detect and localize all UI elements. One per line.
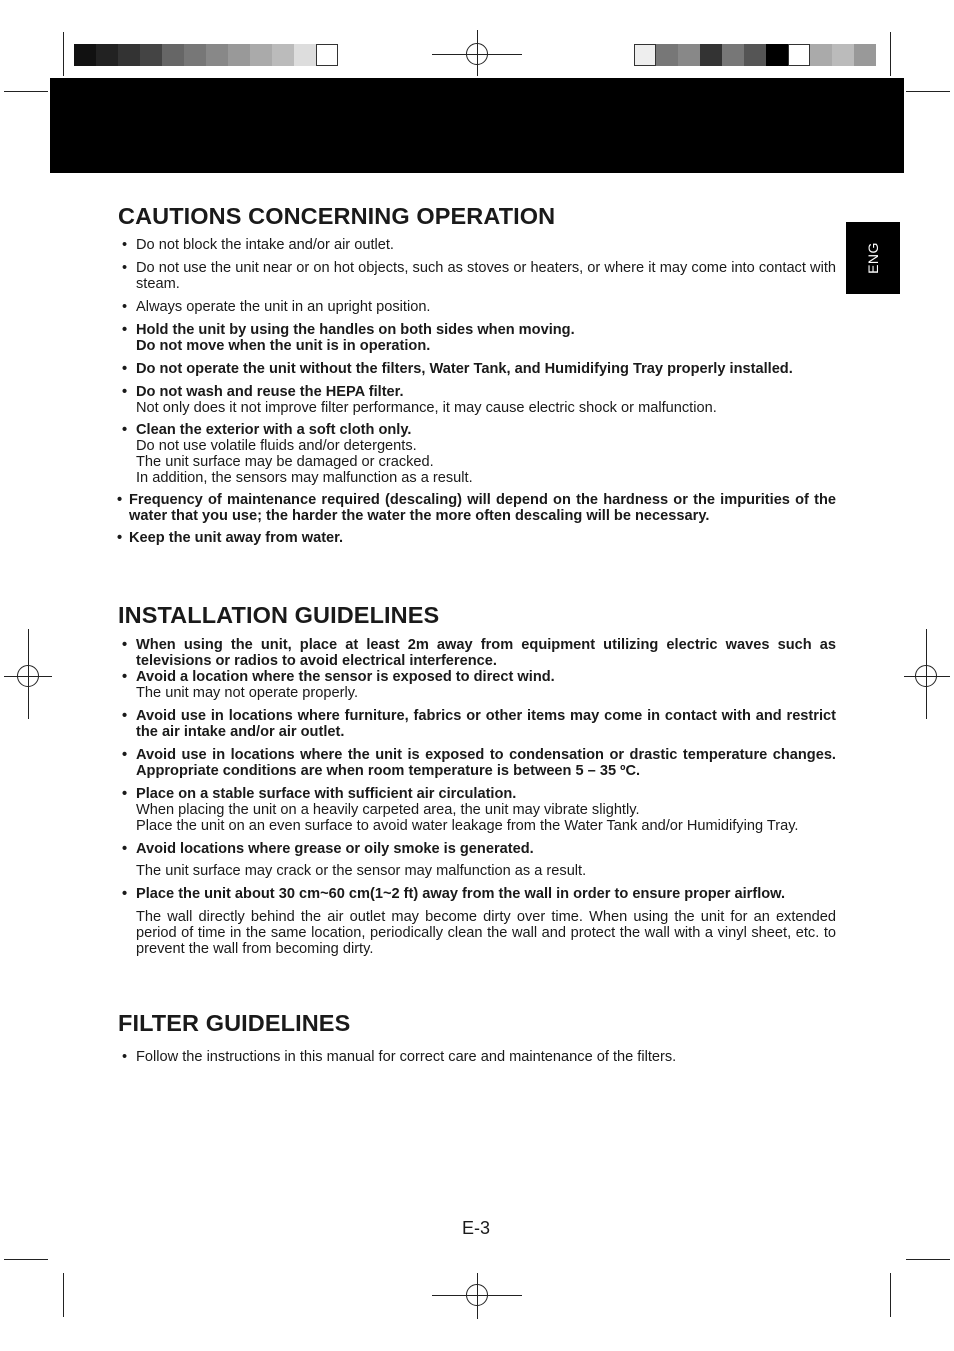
crop-mark — [63, 1273, 64, 1317]
crosshair-circle — [466, 43, 488, 65]
list-item: • Frequency of maintenance required (descaling) will depend on the hardness or the impurities of the water that you use; the harder the water the more often descaling will be necessary. — [117, 492, 836, 524]
color-swatch — [316, 44, 338, 66]
crosshair-circle — [915, 665, 937, 687]
color-swatch — [722, 44, 744, 66]
list-item: • Avoid use in locations where the unit is exposed to condensation or drastic temperature changes. Appropriate conditions are when room temperature is between 5 – 35 ºC. — [122, 747, 836, 779]
crop-mark — [906, 1259, 950, 1260]
list-item: • Clean the exterior with a soft cloth only. Do not use volatile fluids and/or detergents. The unit surface may be damaged or cracked. In addition, the sensors may malfunction as a result. — [122, 422, 473, 486]
header-bar — [50, 78, 904, 173]
color-swatch — [700, 44, 722, 66]
color-swatch — [678, 44, 700, 66]
color-swatch — [184, 44, 206, 66]
cautions-title: CAUTIONS CONCERNING OPERATION — [118, 203, 556, 229]
color-swatch — [766, 44, 788, 66]
list-item: • Follow the instructions in this manual for correct care and maintenance of the filters. — [122, 1049, 677, 1065]
color-swatch — [294, 44, 316, 66]
crop-mark — [890, 1273, 891, 1317]
list-item: • Place on a stable surface with sufficient air circulation. When placing the unit on a heavily carpeted area, the unit may vibrate slightly. Place the unit on an even surface to avoid water leakage from the Water Tank and/or Humidifying Tray. — [122, 786, 799, 834]
list-item: • Do not operate the unit without the filters, Water Tank, and Humidifying Tray properly installed. — [122, 361, 793, 377]
crop-mark — [63, 32, 64, 76]
list-item: • Avoid locations where grease or oily smoke is generated. The unit surface may crack or the sensor may malfunction as a result. — [122, 841, 587, 879]
color-swatch — [206, 44, 228, 66]
color-swatch — [74, 44, 96, 66]
crop-mark — [4, 91, 48, 92]
color-swatch — [744, 44, 766, 66]
list-item: • Place the unit about 30 cm~60 cm(1~2 ft) away from the wall in order to ensure proper airflow. The wall directly behind the air outlet may become dirty over time. When using the unit for an extended period of time in the same location, periodically clean the wall and protect the wall with a vinyl sheet, etc. to prevent the wall from becoming dirty. — [122, 886, 836, 957]
list-item: • When using the unit, place at least 2m away from equipment utilizing electric waves such as televisions or radios to avoid electrical interference. — [122, 637, 836, 669]
list-item: • Always operate the unit in an upright position. — [122, 299, 431, 315]
filter-list — [118, 1049, 836, 1065]
filter-title: FILTER GUIDELINES — [118, 1010, 351, 1036]
installation-list — [118, 637, 836, 957]
color-swatch — [96, 44, 118, 66]
cautions-list — [118, 237, 836, 546]
list-item: • Keep the unit away from water. — [117, 530, 344, 546]
color-swatch — [832, 44, 854, 66]
color-swatch — [228, 44, 250, 66]
list-item: • Do not use the unit near or on hot objects, such as stoves or heaters, or where it may come into contact with steam. — [122, 260, 836, 292]
language-tab — [846, 222, 900, 294]
crop-mark — [906, 91, 950, 92]
crosshair-circle — [17, 665, 39, 687]
installation-title: INSTALLATION GUIDELINES — [118, 602, 440, 628]
color-swatch — [118, 44, 140, 66]
language-tab-label: ENG — [865, 242, 881, 274]
color-swatch — [854, 44, 876, 66]
color-swatch — [788, 44, 810, 66]
color-swatch — [162, 44, 184, 66]
color-swatch — [272, 44, 294, 66]
crop-mark — [890, 32, 891, 76]
list-item: • Avoid a location where the sensor is exposed to direct wind. The unit may not operate properly. — [122, 669, 555, 701]
color-swatch — [250, 44, 272, 66]
crop-mark — [4, 1259, 48, 1260]
list-item: • Do not block the intake and/or air outlet. — [122, 237, 394, 253]
list-item: • Avoid use in locations where furniture, fabrics or other items may come in contact with and restrict the air intake and/or air outlet. — [122, 708, 836, 740]
page-number: E-3 — [462, 1218, 491, 1238]
color-swatch — [140, 44, 162, 66]
color-swatch — [656, 44, 678, 66]
color-swatch — [810, 44, 832, 66]
list-item: • Do not wash and reuse the HEPA filter. Not only does it not improve filter performance, it may cause electric shock or malfunction. — [122, 384, 717, 416]
color-swatch — [634, 44, 656, 66]
crosshair-circle — [466, 1284, 488, 1306]
list-item: • Hold the unit by using the handles on both sides when moving. Do not move when the unit is in operation. — [122, 322, 575, 354]
